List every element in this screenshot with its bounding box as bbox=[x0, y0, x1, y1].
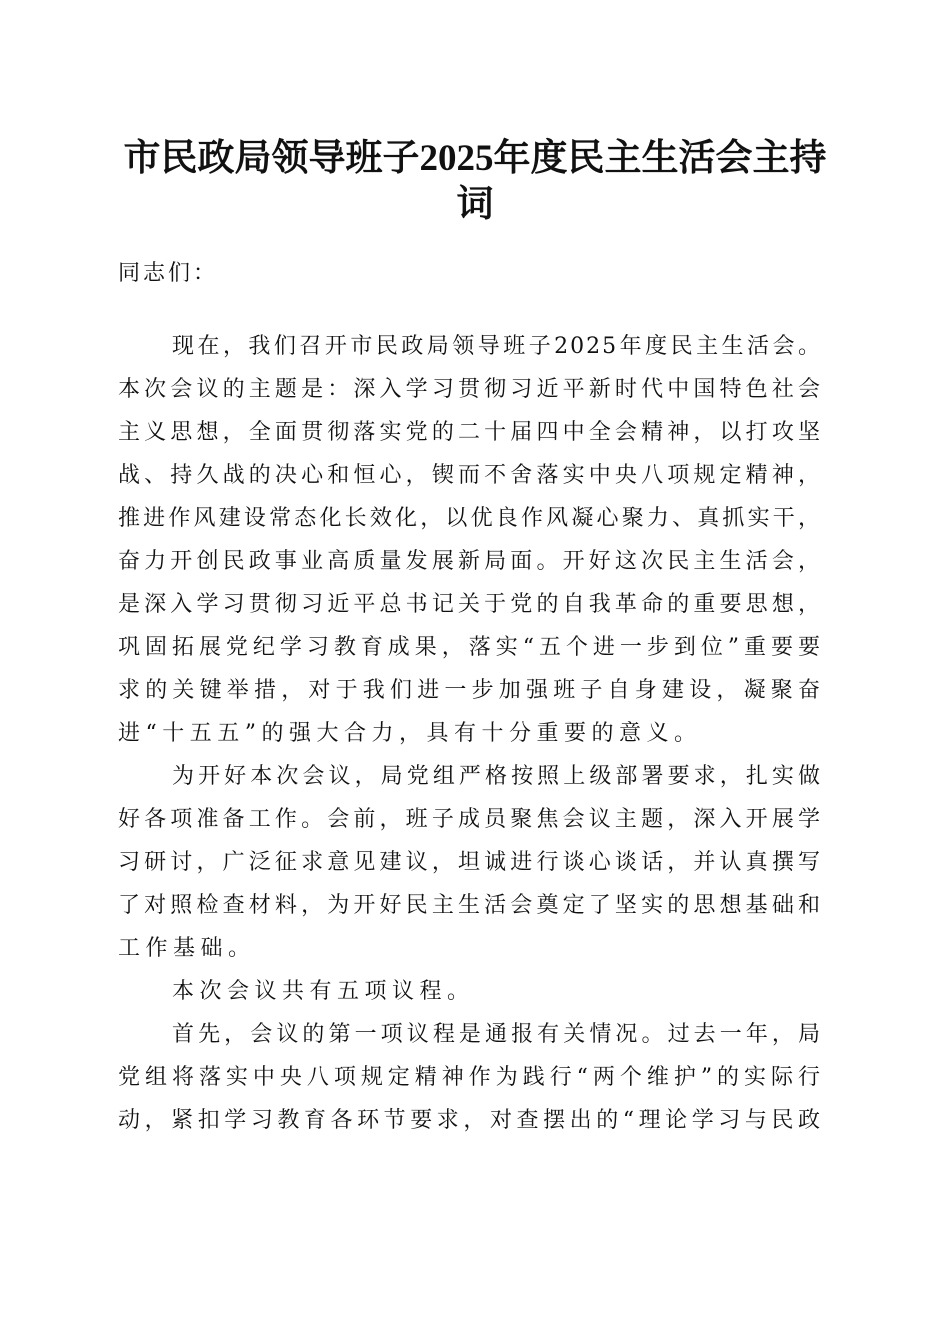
document-body bbox=[118, 252, 822, 1142]
paragraph-line: 推进作风建设常态化长效化，以优良作风凝心聚力、真抓实干， bbox=[118, 506, 822, 531]
paragraph-line: 为开好本次会议，局党组严格按照上级部署要求，扎实做 bbox=[172, 764, 822, 789]
paragraph-line: 党组将落实中央八项规定精神作为践行“两个维护”的实际行 bbox=[118, 1065, 822, 1090]
paragraph-line: 奋力开创民政事业高质量发展新局面。开好这次民主生活会， bbox=[118, 549, 822, 574]
paragraph-line: 好各项准备工作。会前，班子成员聚焦会议主题，深入开展学 bbox=[118, 807, 822, 832]
paragraph-line: 了对照检查材料，为开好民主生活会奠定了坚实的思想基础和 bbox=[118, 893, 822, 918]
paragraph-line: 进“十五五”的强大合力，具有十分重要的意义。 bbox=[118, 721, 702, 746]
paragraph-line: 求的关键举措，对于我们进一步加强班子自身建设，凝聚奋 bbox=[118, 678, 822, 703]
title-line: 词 bbox=[456, 184, 494, 225]
paragraph-line: 动，紧扣学习教育各环节要求，对查摆出的“理论学习与民政 bbox=[118, 1108, 822, 1133]
title-line: 市民政局领导班子2025年度民主生活会主持 bbox=[123, 138, 827, 179]
paragraph-line: 本次会议的主题是：深入学习贯彻习近平新时代中国特色社会 bbox=[118, 377, 822, 402]
paragraph-line: 是深入学习贯彻习近平总书记关于党的自我革命的重要思想， bbox=[118, 592, 822, 617]
paragraph-line: 战、持久战的决心和恒心，锲而不舍落实中央八项规定精神， bbox=[118, 463, 822, 488]
paragraph-line: 首先，会议的第一项议程是通报有关情况。过去一年，局 bbox=[172, 1022, 822, 1047]
paragraph-line: 巩固拓展党纪学习教育成果，落实“五个进一步到位”重要要 bbox=[118, 635, 822, 660]
paragraph-line: 现在，我们召开市民政局领导班子2025年度民主生活会。 bbox=[172, 334, 822, 359]
salutation: 同志们： bbox=[118, 261, 219, 286]
paragraph-line: 本次会议共有五项议程。 bbox=[172, 979, 475, 1004]
paragraph-line: 习研讨，广泛征求意见建议，坦诚进行谈心谈话，并认真撰写 bbox=[118, 850, 822, 875]
paragraph-line: 主义思想，全面贯彻落实党的二十届四中全会精神，以打攻坚 bbox=[118, 420, 822, 445]
document-title bbox=[100, 136, 850, 228]
paragraph-line: 工作基础。 bbox=[118, 936, 256, 961]
